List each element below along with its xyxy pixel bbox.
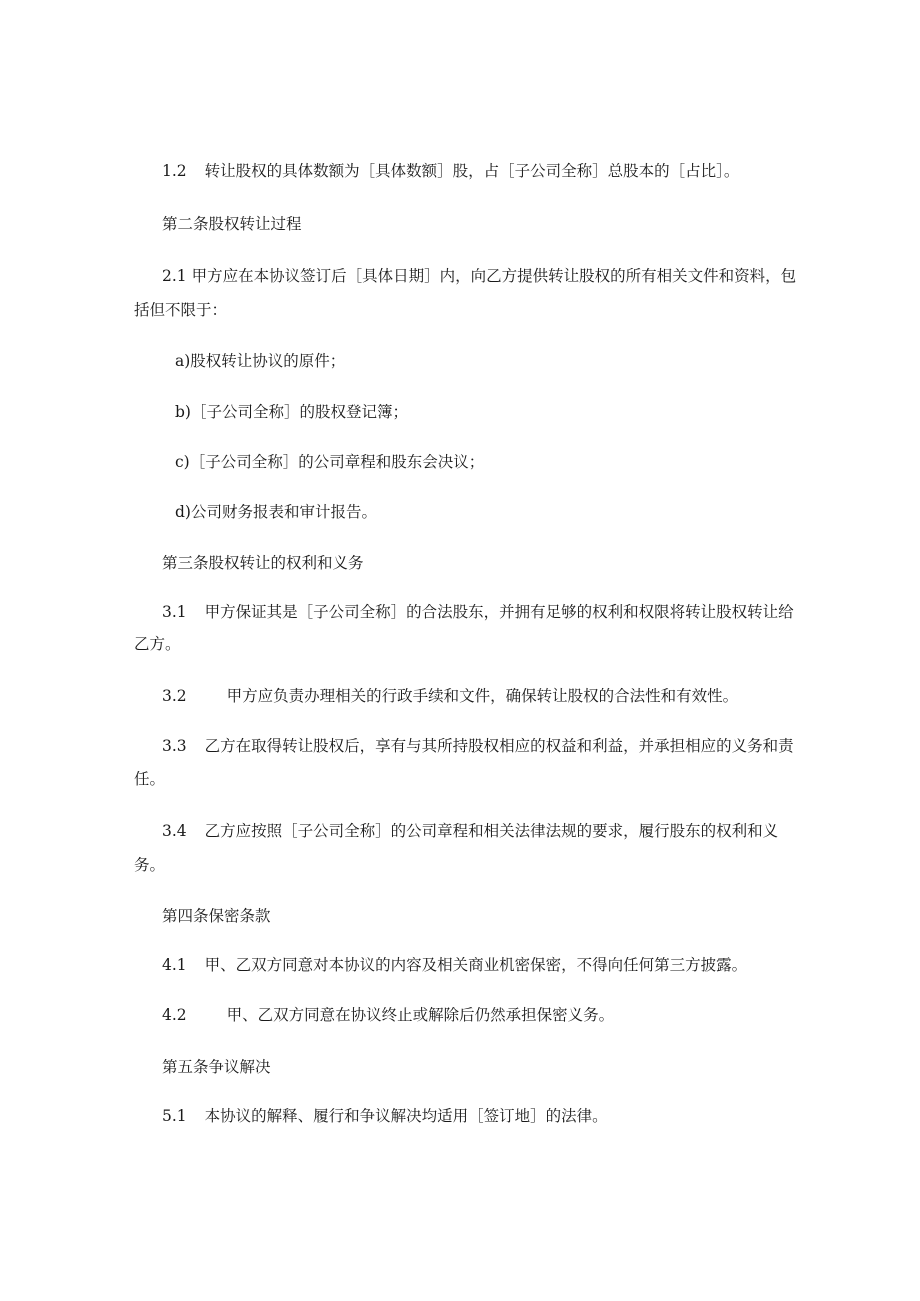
article-2-heading: 第二条股权转让过程 xyxy=(162,215,302,233)
clause-text: 甲方应负责办理相关的行政手续和文件，确保转让股权的合法性和有效性。 xyxy=(226,687,739,705)
article-4-heading: 第四条保密条款 xyxy=(162,907,271,925)
article-5-heading: 第五条争议解决 xyxy=(162,1058,271,1076)
clause-number: 3.1 xyxy=(162,603,187,621)
clause-4-1 xyxy=(162,955,747,975)
article-3-heading: 第三条股权转让的权利和义务 xyxy=(162,554,364,572)
list-item-c: c)［子公司全称］的公司章程和股东会决议； xyxy=(175,453,485,471)
clause-4-2 xyxy=(162,1005,614,1025)
clause-text: 本协议的解释、履行和争议解决均适用［签订地］的法律。 xyxy=(204,1107,608,1125)
clause-text: 甲、乙双方同意对本协议的内容及相关商业机密保密，不得向任何第三方披露。 xyxy=(204,956,748,974)
clause-number: 1.2 xyxy=(162,162,187,180)
clause-number: 3.4 xyxy=(162,822,187,840)
list-item-a: a)股权转让协议的原件； xyxy=(175,352,346,370)
clause-number: 3.2 xyxy=(162,687,187,705)
clause-2-1-line-1: 2.1 甲方应在本协议签订后［具体日期］内，向乙方提供转让股权的所有相关文件和资料，包 xyxy=(162,267,797,285)
clause-3-4-line-2: 务。 xyxy=(134,856,166,874)
clause-number: 4.2 xyxy=(162,1006,187,1024)
list-item-d: d)公司财务报表和审计报告。 xyxy=(175,503,377,521)
clause-text: 乙方在取得转让股权后，享有与其所持股权相应的权益和利益，并承担相应的义务和责 xyxy=(204,737,794,755)
clause-3-4-line-1 xyxy=(162,821,778,841)
clause-number: 5.1 xyxy=(162,1107,187,1125)
clause-number: 4.1 xyxy=(162,956,187,974)
clause-number: 3.3 xyxy=(162,737,187,755)
clause-3-1-line-2: 乙方。 xyxy=(134,635,181,653)
clause-3-3-line-2: 任。 xyxy=(134,770,166,788)
clause-text: 甲方保证其是［子公司全称］的合法股东，并拥有足够的权利和权限将转让股权转让给 xyxy=(204,603,794,621)
clause-text: 转让股权的具体数额为［具体数额］股，占［子公司全称］总股本的［占比］。 xyxy=(204,162,740,180)
clause-3-1-line-1 xyxy=(162,602,794,622)
clause-text: 甲、乙双方同意在协议终止或解除后仍然承担保密义务。 xyxy=(226,1006,615,1024)
list-item-b: b)［子公司全称］的股权登记簿； xyxy=(175,403,408,421)
clause-5-1 xyxy=(162,1106,608,1126)
clause-text: 乙方应按照［子公司全称］的公司章程和相关法律法规的要求，履行股东的权利和义 xyxy=(204,822,779,840)
clause-3-2 xyxy=(162,686,738,706)
clause-1-2 xyxy=(162,161,739,181)
clause-3-3-line-1 xyxy=(162,736,794,756)
clause-2-1-line-2: 括但不限于： xyxy=(134,301,228,319)
